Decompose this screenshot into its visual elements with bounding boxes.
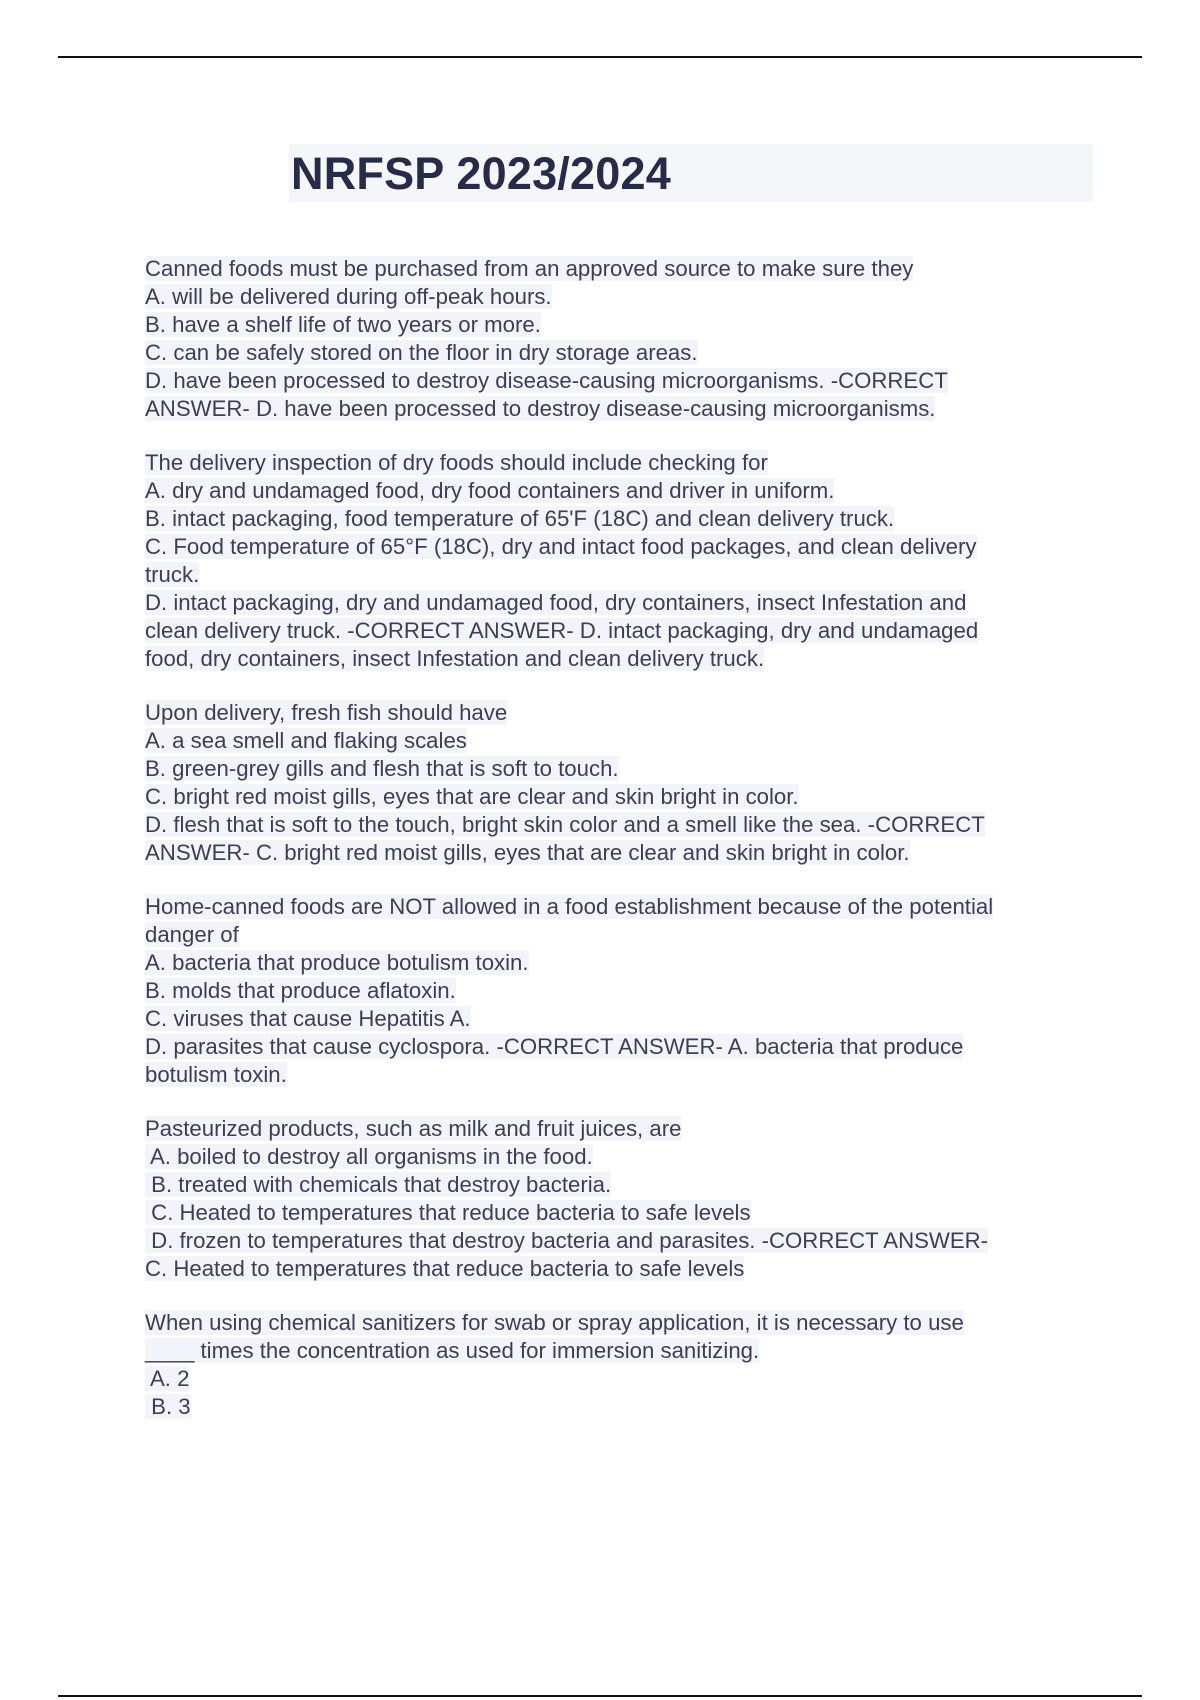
answer-option: C. Heated to temperatures that reduce bacteria to safe levels: [145, 1200, 751, 1225]
answer-option: A. 2: [145, 1366, 190, 1391]
answer-option: C. Food temperature of 65°F (18C), dry and intact food packages, and clean delivery: [145, 534, 977, 559]
question-block: [145, 255, 1095, 423]
question-block: [145, 449, 1095, 673]
question-line: danger of: [145, 922, 239, 947]
question-block: [145, 1115, 1095, 1283]
answer-option: B. treated with chemicals that destroy bacteria.: [145, 1172, 612, 1197]
bottom-rule: [58, 1695, 1142, 1697]
answer-option: B. green-grey gills and flesh that is soft to touch.: [145, 756, 619, 781]
answer-option: D. intact packaging, dry and undamaged food, dry containers, insect Infestation and: [145, 590, 967, 615]
correct-answer-line: food, dry containers, insect Infestation and clean delivery truck.: [145, 646, 765, 671]
correct-answer-line: ANSWER- C. bright red moist gills, eyes that are clear and skin bright in color.: [145, 840, 910, 865]
answer-option: D. flesh that is soft to the touch, bright skin color and a smell like the sea. -CORRECT: [145, 812, 985, 837]
answer-option: D. parasites that cause cyclospora. -CORRECT ANSWER- A. bacteria that produce: [145, 1034, 964, 1059]
answer-option: truck.: [145, 562, 200, 587]
question-line: Pasteurized products, such as milk and fruit juices, are: [145, 1116, 682, 1141]
question-line: Upon delivery, fresh fish should have: [145, 700, 508, 725]
answer-option: C. can be safely stored on the floor in dry storage areas.: [145, 340, 698, 365]
answer-option: D. frozen to temperatures that destroy bacteria and parasites. -CORRECT ANSWER-: [145, 1228, 989, 1253]
answer-option: A. boiled to destroy all organisms in the food.: [145, 1144, 593, 1169]
answer-option: A. dry and undamaged food, dry food containers and driver in uniform.: [145, 478, 835, 503]
question-line: ____ times the concentration as used for immersion sanitizing.: [145, 1338, 760, 1363]
document-title: NRFSP 2023/2024: [291, 148, 671, 199]
correct-answer-line: clean delivery truck. -CORRECT ANSWER- D. intact packaging, dry and undamaged: [145, 618, 979, 643]
question-line: When using chemical sanitizers for swab or spray application, it is necessary to use: [145, 1310, 964, 1335]
answer-option: A. will be delivered during off-peak hours.: [145, 284, 552, 309]
answer-option: B. have a shelf life of two years or more.: [145, 312, 541, 337]
answer-option: B. intact packaging, food temperature of 65'F (18C) and clean delivery truck.: [145, 506, 895, 531]
answer-option: C. viruses that cause Hepatitis A.: [145, 1006, 471, 1031]
answer-option: D. have been processed to destroy disease-causing microorganisms. -CORRECT: [145, 368, 948, 393]
question-line: Home-canned foods are NOT allowed in a food establishment because of the potential: [145, 894, 994, 919]
correct-answer-line: ANSWER- D. have been processed to destroy disease-causing microorganisms.: [145, 396, 936, 421]
question-block: [145, 699, 1095, 867]
question-block: [145, 1309, 1095, 1421]
answer-option: B. 3: [145, 1394, 191, 1419]
top-rule: [58, 56, 1142, 58]
correct-answer-line: C. Heated to temperatures that reduce bacteria to safe levels: [145, 1256, 745, 1281]
correct-answer-line: botulism toxin.: [145, 1062, 287, 1087]
answer-option: C. bright red moist gills, eyes that are clear and skin bright in color.: [145, 784, 799, 809]
answer-option: A. bacteria that produce botulism toxin.: [145, 950, 529, 975]
question-line: The delivery inspection of dry foods should include checking for: [145, 450, 768, 475]
questions-container: [145, 255, 1095, 1447]
answer-option: B. molds that produce aflatoxin.: [145, 978, 456, 1003]
answer-option: A. a sea smell and flaking scales: [145, 728, 467, 753]
question-line: Canned foods must be purchased from an approved source to make sure they: [145, 256, 914, 281]
question-block: [145, 893, 1095, 1089]
